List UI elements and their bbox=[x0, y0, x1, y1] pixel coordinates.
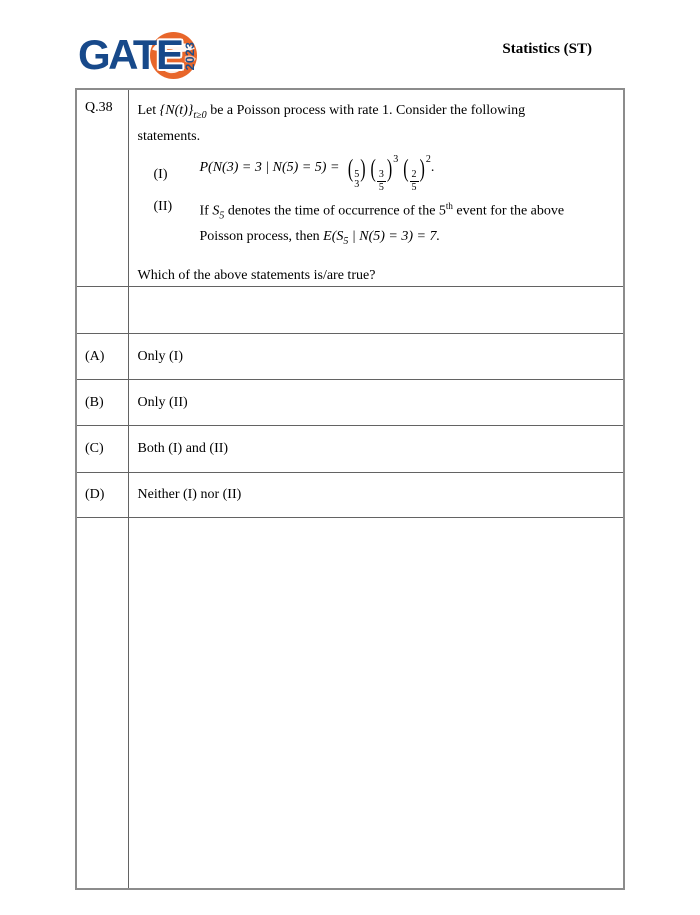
fraction-3-5: ( $\frac{3}{5}$ )$^3$ bbox=[370, 153, 399, 193]
statement-1-label: (I) bbox=[153, 167, 168, 183]
option-d-label-cell bbox=[76, 473, 128, 518]
option-b-text: Only (II) bbox=[137, 394, 188, 410]
option-c-label: (C) bbox=[85, 441, 104, 457]
bottom-empty-row bbox=[76, 518, 624, 889]
option-b-label: (B) bbox=[85, 394, 104, 410]
option-row-d bbox=[76, 473, 624, 518]
gate-logo bbox=[78, 29, 208, 83]
statements-block bbox=[153, 153, 610, 252]
question-intro: Let $\{N(t)\}_{t\ge 0}$ be a Poisson process with rate 1. Consider the following statements. bbox=[137, 103, 526, 144]
logo-text: GATE bbox=[78, 31, 182, 78]
option-row-c bbox=[76, 426, 624, 473]
logo-letter-e: E bbox=[156, 31, 182, 78]
option-d-text-cell bbox=[128, 473, 624, 518]
fraction-2-5: ( $\frac{2}{5}$ )$^2$ bbox=[403, 153, 431, 193]
question-row bbox=[76, 89, 624, 287]
option-b-label-cell bbox=[76, 380, 128, 426]
question-number: Q.38 bbox=[85, 100, 113, 115]
option-row-b bbox=[76, 380, 624, 426]
math-subscript: t≥0 bbox=[193, 109, 207, 121]
question-body-cell bbox=[128, 89, 624, 287]
math-process-set: {N(t)} bbox=[159, 103, 194, 118]
option-d-text: Neither (I) nor (II) bbox=[137, 487, 242, 503]
option-d-label: (D) bbox=[85, 487, 105, 503]
statement-2 bbox=[154, 196, 610, 252]
spacer-row-body-cell bbox=[128, 287, 624, 334]
option-c-text: Both (I) and (II) bbox=[137, 441, 229, 457]
option-b-text-cell bbox=[128, 380, 624, 426]
option-c-text-cell bbox=[128, 426, 624, 473]
option-a-text: Only (I) bbox=[137, 348, 183, 364]
bottom-empty-body-cell bbox=[128, 518, 624, 889]
binomial-coefficient: ( 5 3 ) bbox=[347, 156, 366, 190]
spacer-row bbox=[76, 287, 624, 334]
question-table bbox=[75, 88, 625, 890]
option-a-label: (A) bbox=[85, 348, 105, 364]
paper-subject-title: Statistics (ST) bbox=[502, 41, 592, 57]
option-a-label-cell bbox=[76, 334, 128, 380]
statement-2-text: If $S_5$ denotes the time of occurrence of the 5th event for the above Poisson process, then $E(S_5$ | N(5) = 3) = 7. bbox=[199, 200, 565, 248]
logo-year: 2023 bbox=[183, 41, 197, 70]
statement-1-formula: P(N(3) = 3 | N(5) = 5) = ( 5 3 ) ( $\frac{3}{5}$ )$^3$ ( $\frac{2}{5}$ )$^2$. bbox=[199, 153, 435, 193]
option-a-text-cell bbox=[128, 334, 624, 380]
question-number-cell bbox=[76, 89, 128, 287]
bottom-empty-label-cell bbox=[76, 518, 128, 889]
question-closing: Which of the above statements is/are true? bbox=[137, 268, 376, 284]
spacer-row-label-cell bbox=[76, 287, 128, 334]
statement-1 bbox=[153, 153, 610, 193]
option-row-a bbox=[76, 334, 624, 380]
option-c-label-cell bbox=[76, 426, 128, 473]
statement-2-label: (II) bbox=[153, 198, 173, 214]
